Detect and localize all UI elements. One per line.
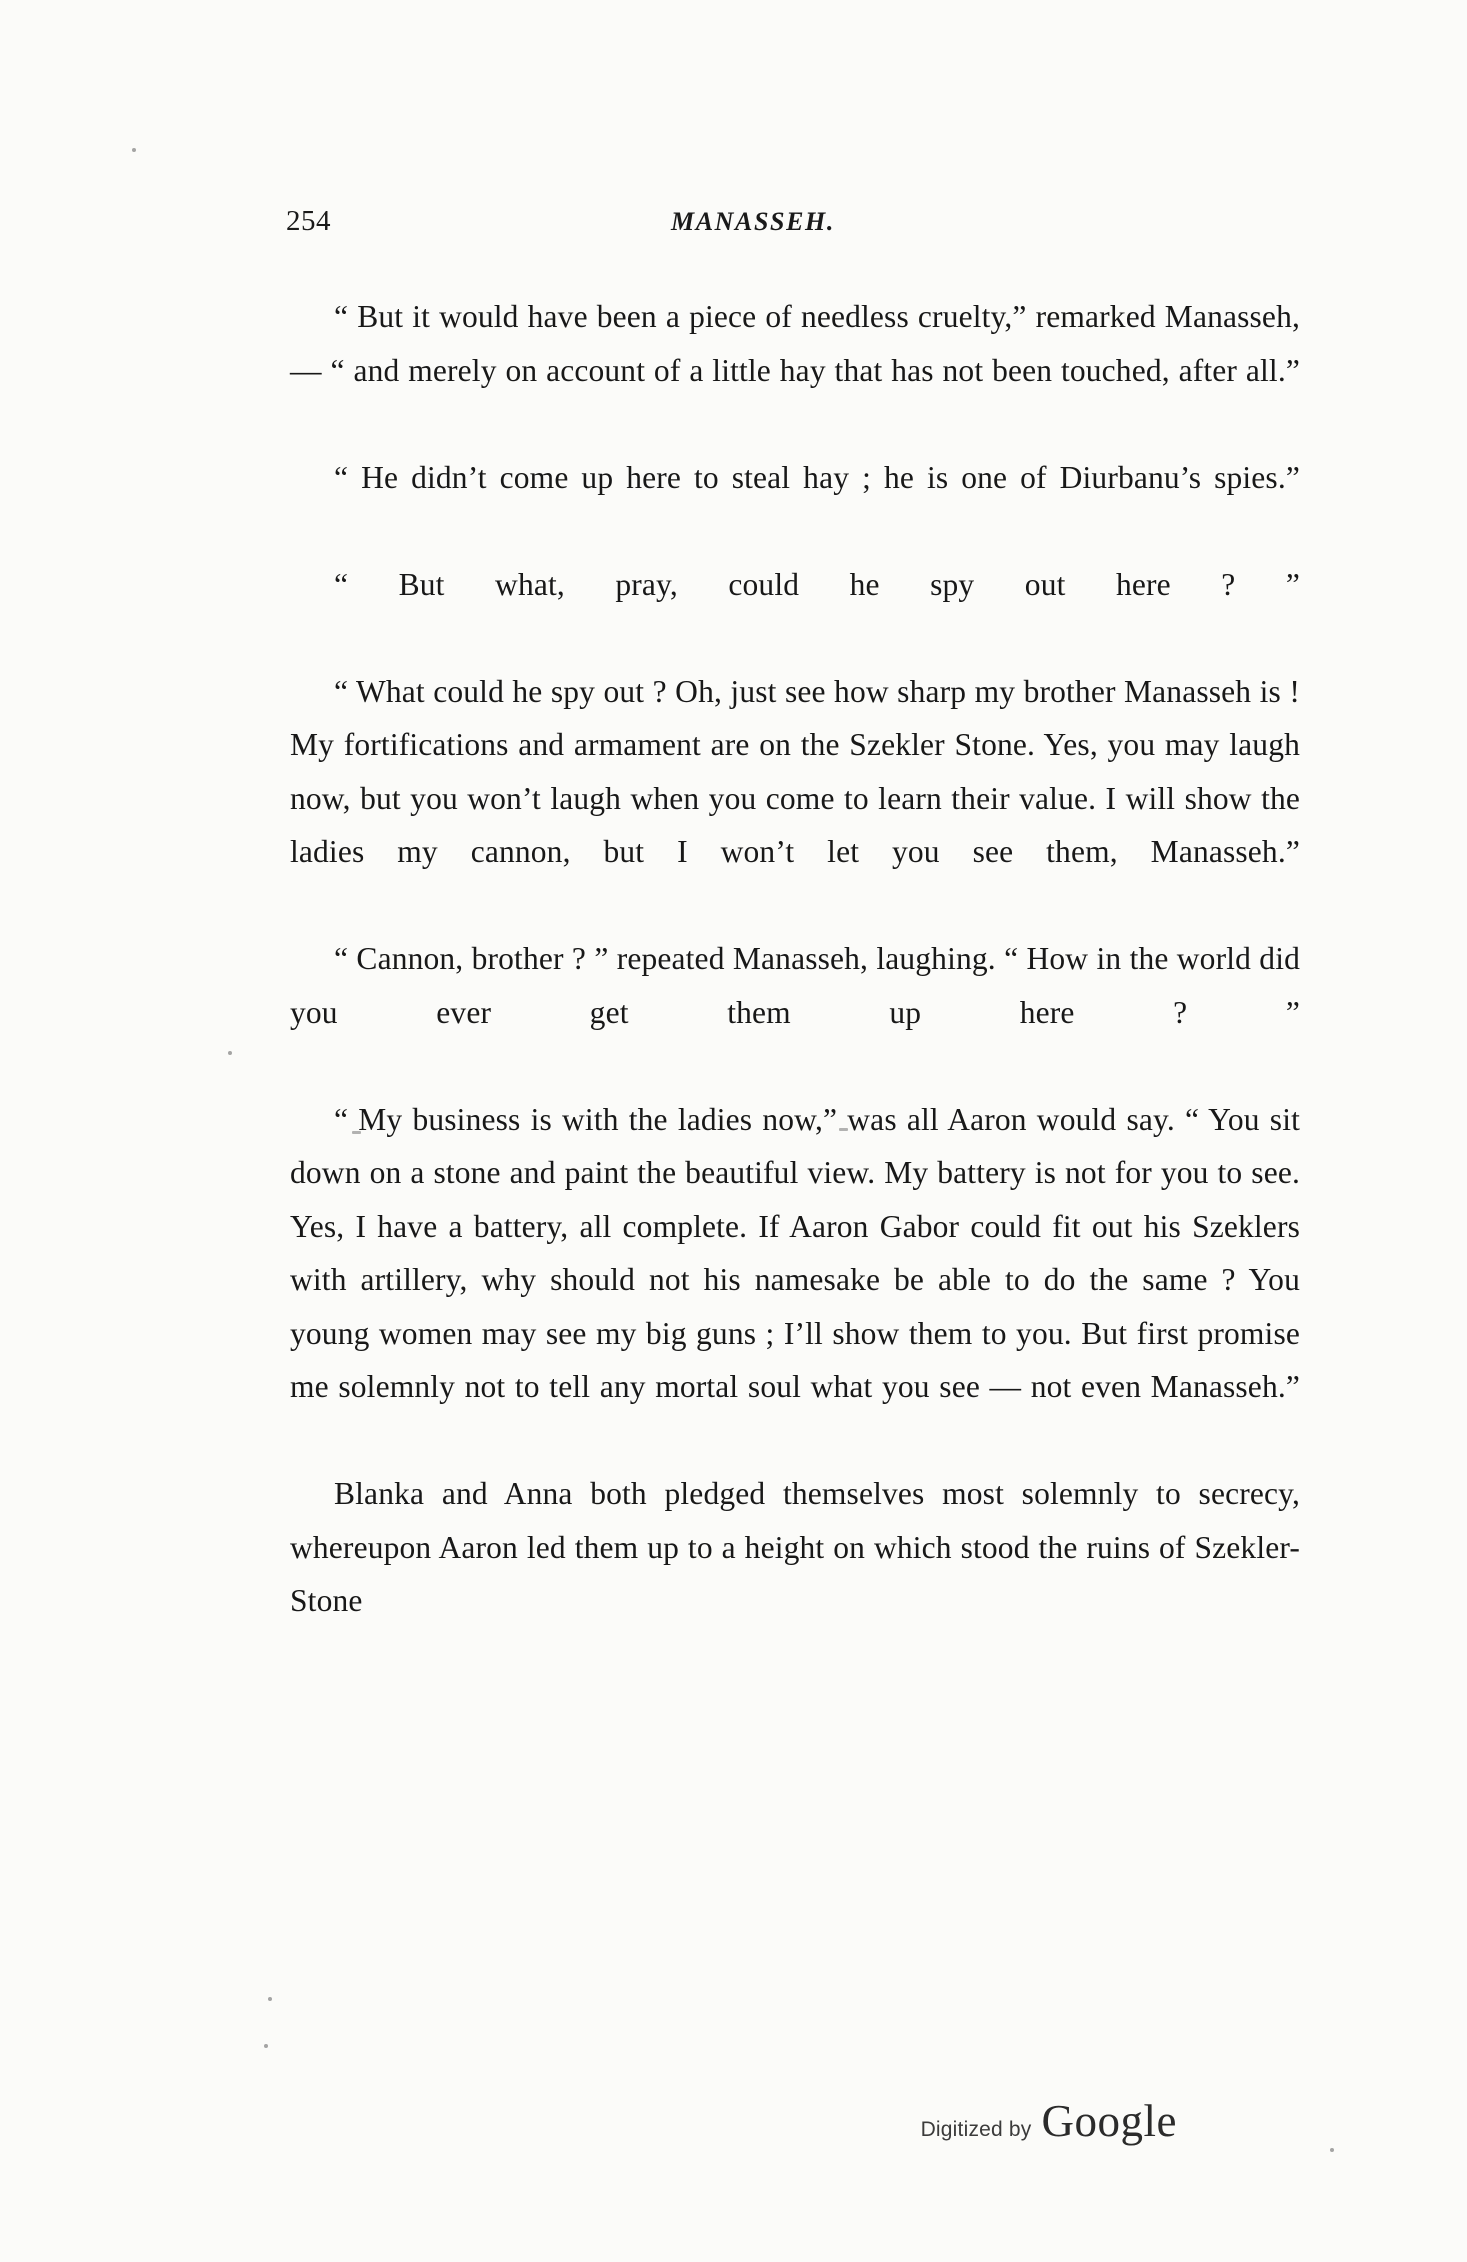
page-footer xyxy=(0,2035,1467,2195)
paragraph: “ My business is with the ladies now,” was all Aaron would say. “ You sit down on a stone and paint the beautiful view. My battery is not for you to see. Yes, I have a battery, all complete. If Aaron Gabor could fit out his Szeklers with artillery, why should not his namesake be able to do the same ? You young women may see my big guns ; I’ll show them to you. But first promise me solemnly not to tell any mortal soul what you see — not even Manasseh.” xyxy=(290,1101,1300,1404)
paragraph: “ Cannon, brother ? ” repeated Manasseh, laughing. “ How in the world did you ever get them up here ? ” xyxy=(290,941,1300,1030)
google-wordmark: Google xyxy=(1041,2096,1177,2146)
page-body xyxy=(290,290,1300,1681)
paragraph: Blanka and Anna both pledged themselves most solemnly to secrecy, whereupon Aaron led them up to a height on which stood the ruins of Szekler-Stone xyxy=(290,1476,1300,1618)
paragraph: “ But what, pray, could he spy out here ? ” xyxy=(334,566,1300,602)
digitized-by-google-credit xyxy=(921,2095,1177,2147)
page-number: 254 xyxy=(286,205,331,237)
page-header xyxy=(286,205,1186,245)
paragraph: “ What could he spy out ? Oh, just see how sharp my brother Manasseh is ! My fortifications and armament are on the Szekler Stone. Yes, you may laugh now, but you won’t laugh when you come to learn their value. I will show the ladies my cannon, but I won’t let you see them, Manasseh.” xyxy=(290,673,1300,869)
scan-speck xyxy=(132,148,136,152)
scan-speck xyxy=(268,1997,272,2001)
paragraph: “ But it would have been a piece of needless cruelty,” remarked Manasseh, — “ and merely on account of a little hay that has not been touched, after all.” xyxy=(290,299,1300,388)
digitized-by-label: Digitized by xyxy=(920,2118,1032,2141)
paragraph: “ He didn’t come up here to steal hay ; he is one of Diurbanu’s spies.” xyxy=(334,459,1300,495)
scan-speck xyxy=(228,1051,232,1055)
running-title: MANASSEH. xyxy=(671,207,835,236)
